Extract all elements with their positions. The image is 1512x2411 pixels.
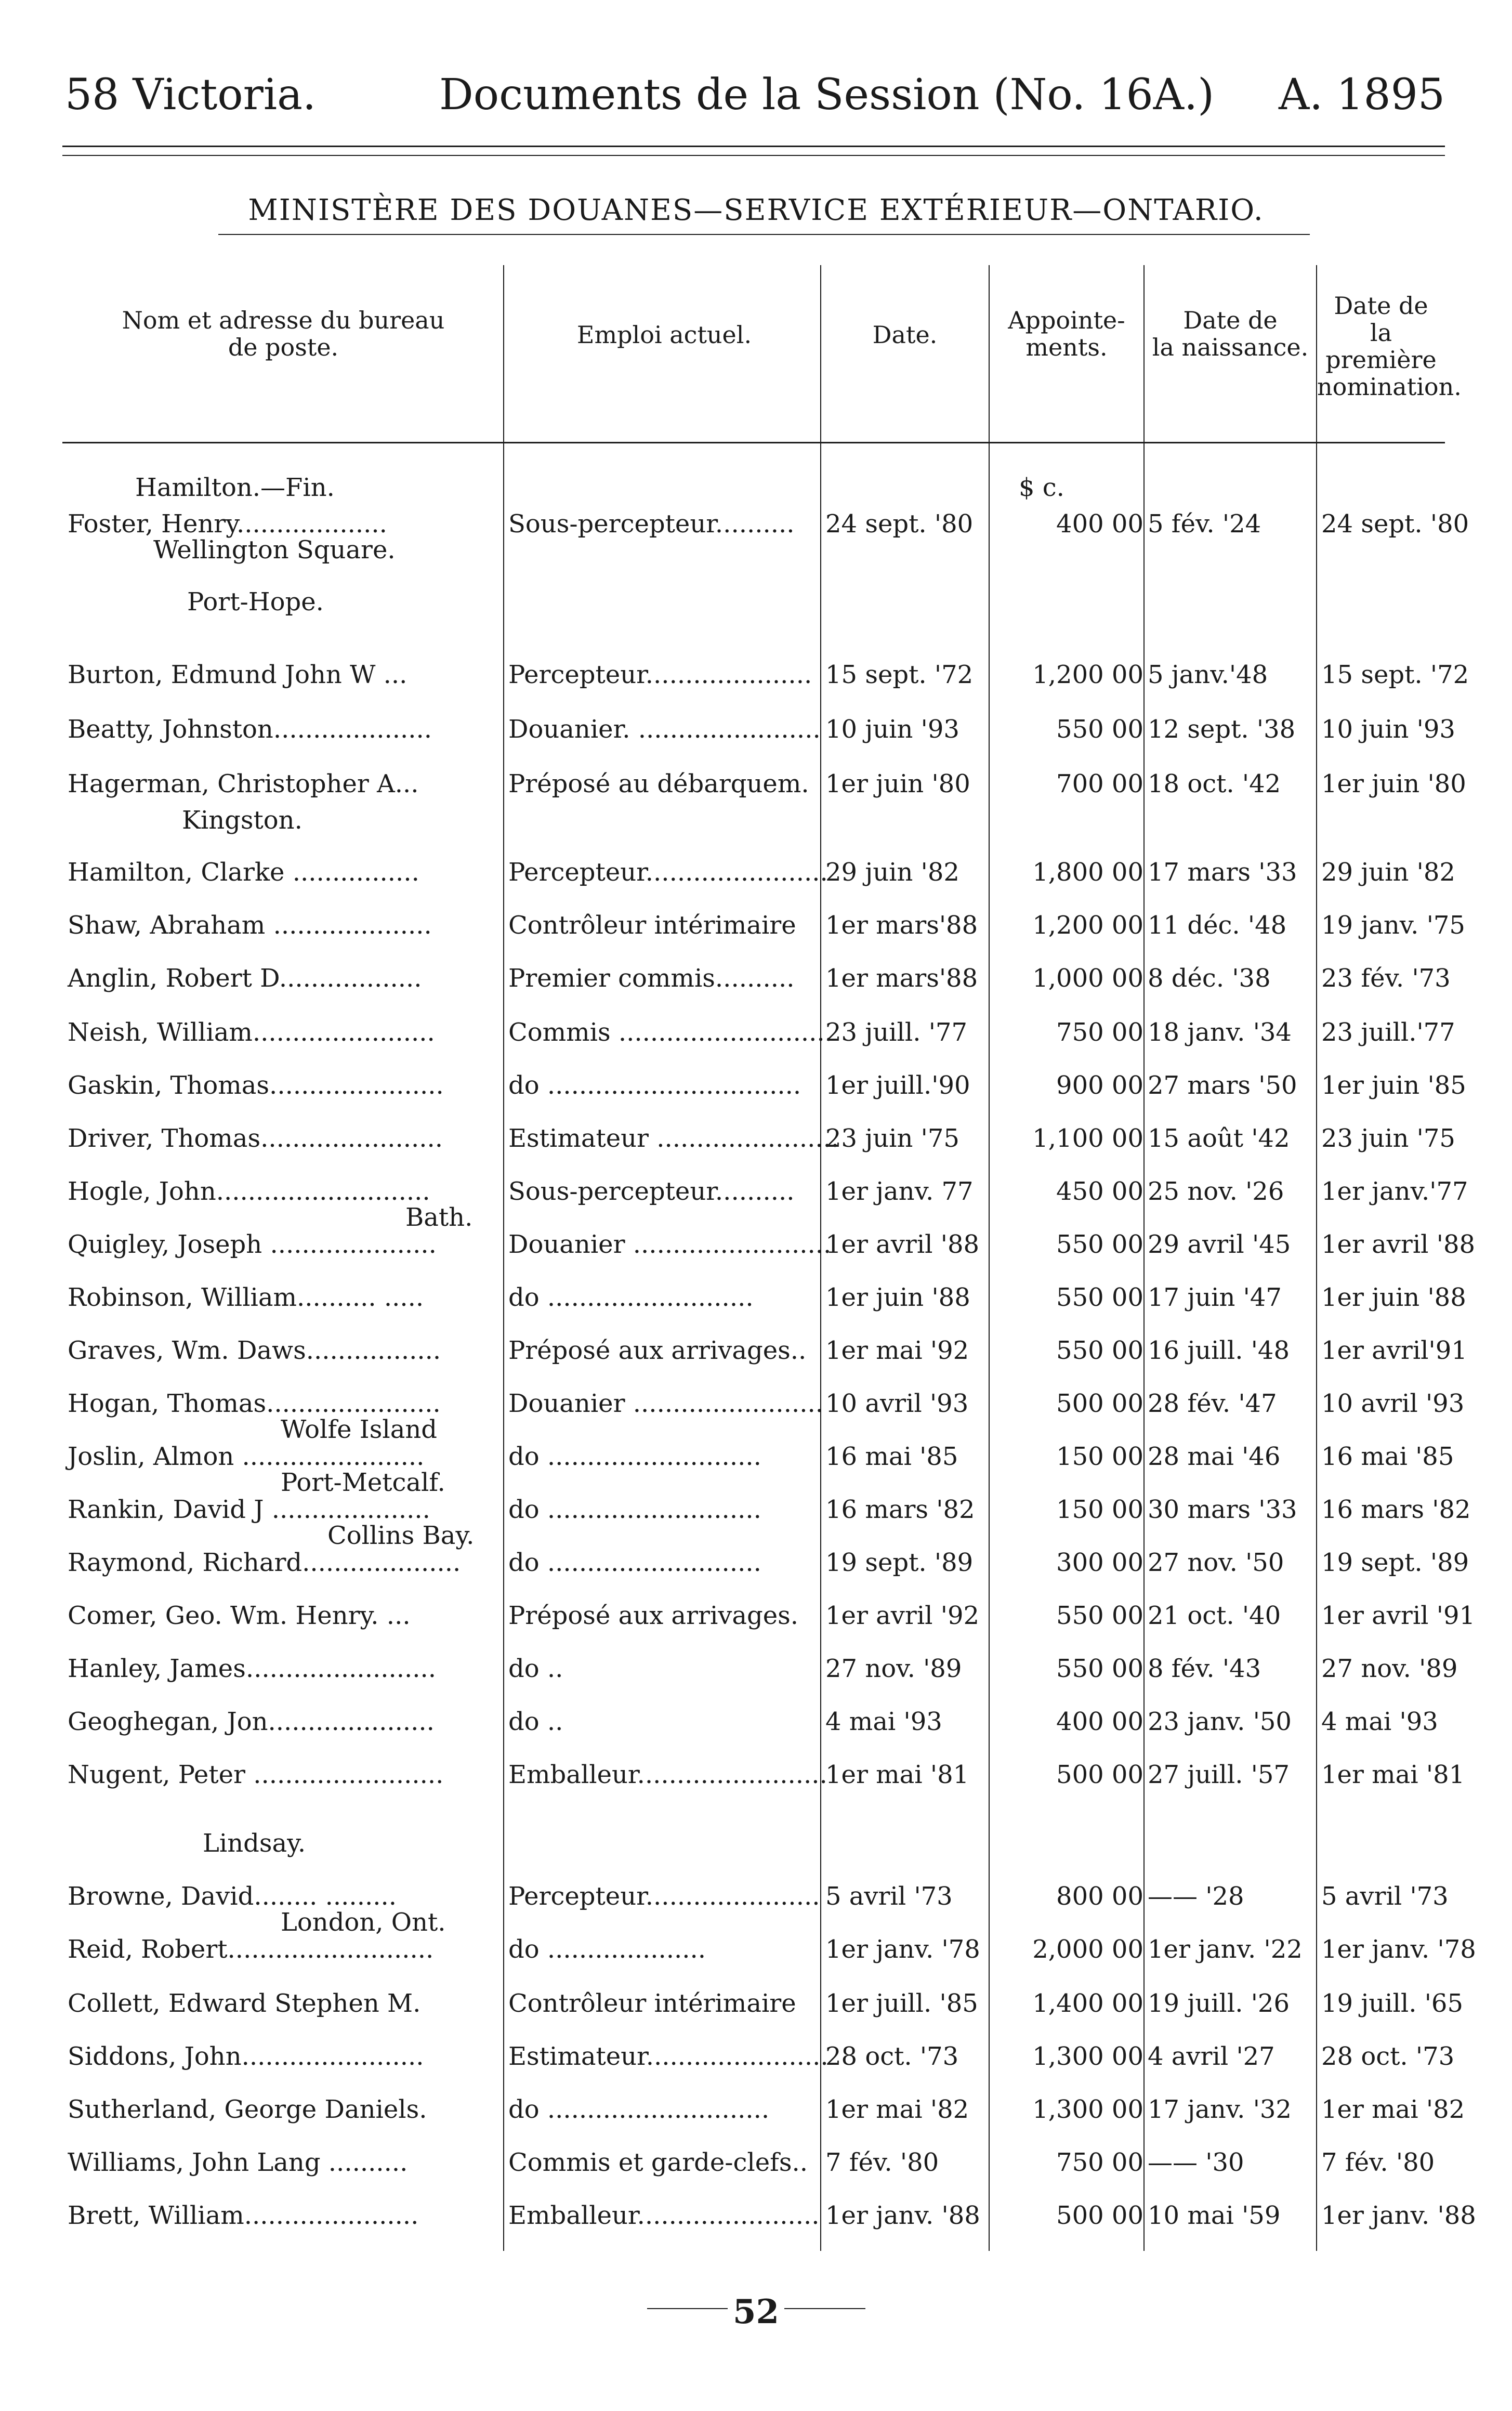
employee-name: Robinson, William.......... .....: [68, 1283, 424, 1312]
employee-name: Nugent, Peter ........................: [68, 1760, 444, 1789]
salary: 1,300 00: [1032, 2042, 1143, 2071]
birth-date: 18 oct. '42: [1148, 769, 1281, 798]
birth-date: 5 fév. '24: [1148, 509, 1261, 539]
employee-position: do ....................: [508, 1935, 706, 1964]
first-nomination-date: 1er avril '91: [1321, 1601, 1476, 1630]
employee-name: Hamilton, Clarke ................: [68, 858, 419, 887]
employee-position: do ..........................: [508, 1283, 754, 1312]
employee-position: Douanier ........................: [508, 1389, 823, 1418]
post-office-location: Port-Metcalf.: [281, 1468, 445, 1497]
birth-date: 29 avril '45: [1148, 1230, 1291, 1259]
employee-position: Douanier. .......................: [508, 715, 821, 744]
salary: 900 00: [1056, 1071, 1143, 1100]
birth-date: 1er janv. '22: [1148, 1935, 1303, 1964]
salary: 500 00: [1056, 1389, 1143, 1418]
employee-name: Rankin, David J ....................: [68, 1495, 430, 1524]
employee-name: Joslin, Almon .......................: [68, 1442, 425, 1471]
appointment-date: 1er janv. 77: [825, 1177, 974, 1206]
post-office-location: Bath.: [405, 1203, 473, 1232]
appointment-date: 15 sept. '72: [825, 660, 974, 689]
birth-date: 27 mars '50: [1148, 1071, 1297, 1100]
birth-date: —— '28: [1148, 1882, 1244, 1911]
first-nomination-date: 29 juin '82: [1321, 858, 1455, 887]
birth-date: 11 déc. '48: [1148, 911, 1287, 940]
first-nomination-date: 10 juin '93: [1321, 715, 1455, 744]
birth-date: 17 juin '47: [1148, 1283, 1282, 1312]
employee-name: Reid, Robert..........................: [68, 1935, 434, 1964]
currency-label: $ c.: [1019, 473, 1064, 502]
table-row: [62, 645, 1469, 699]
table-row: [62, 1108, 1455, 1162]
birth-date: 17 janv. '32: [1148, 2095, 1292, 2124]
employee-position: Contrôleur intérimaire: [508, 1989, 796, 2018]
salary: 1,300 00: [1032, 2095, 1143, 2124]
employee-position: Percepteur.......................: [508, 858, 828, 887]
first-nomination-date: 10 avril '93: [1321, 1389, 1465, 1418]
table-row: [62, 1468, 1471, 1534]
employee-position: Emballeur........................: [508, 1760, 827, 1789]
first-nomination-date: 1er mai '82: [1321, 2095, 1465, 2124]
first-nomination-date: 7 fév. '80: [1321, 2148, 1435, 2177]
employee-name: Williams, John Lang ..........: [68, 2148, 408, 2177]
employee-position: Premier commis..........: [508, 964, 795, 993]
birth-date: 23 janv. '50: [1148, 1707, 1292, 1736]
appointment-date: 27 nov. '89: [825, 1654, 962, 1683]
appointment-date: 29 juin '82: [825, 858, 959, 887]
table-row: [62, 1908, 1476, 1973]
first-nomination-date: 19 janv. '75: [1321, 911, 1465, 940]
appointment-date: 1er avril '88: [825, 1230, 980, 1259]
first-nomination-date: 19 sept. '89: [1321, 1548, 1469, 1577]
column-header-emploi: Emploi actuel.: [576, 321, 752, 349]
salary: 750 00: [1056, 2148, 1143, 2177]
employee-name: Quigley, Joseph .....................: [68, 1230, 437, 1259]
salary: 550 00: [1056, 1336, 1143, 1365]
first-nomination-date: 19 juill. '65: [1321, 1989, 1463, 2018]
birth-date: 27 juill. '57: [1148, 1760, 1290, 1789]
salary: 1,400 00: [1032, 1989, 1143, 2018]
employee-name: Raymond, Richard....................: [68, 1548, 461, 1577]
header-rule-thick: [62, 146, 1445, 147]
salary: 150 00: [1056, 1495, 1143, 1524]
employee-name: Sutherland, George Daniels.: [68, 2095, 427, 2124]
appointment-date: 1er mars'88: [825, 911, 978, 940]
table-row: [62, 1692, 1445, 1746]
first-nomination-date: 23 juill.'77: [1321, 1018, 1455, 1047]
appointment-date: 1er mars'88: [825, 964, 978, 993]
birth-date: 8 fév. '43: [1148, 1654, 1261, 1683]
first-nomination-date: 4 mai '93: [1321, 1707, 1438, 1736]
column-header-name: Nom et adresse du bureau de poste.: [122, 306, 445, 361]
birth-date: 27 nov. '50: [1148, 1548, 1284, 1577]
first-nomination-date: 27 nov. '89: [1321, 1654, 1458, 1683]
salary: 400 00: [1056, 1707, 1143, 1736]
employee-name: Hogle, John...........................: [68, 1177, 430, 1206]
employee-name: Hogan, Thomas......................: [68, 1389, 441, 1418]
salary: 1,200 00: [1032, 660, 1143, 689]
birth-date: 12 sept. '38: [1148, 715, 1296, 744]
table-row: [62, 2079, 1465, 2133]
appointment-date: 7 fév. '80: [825, 2148, 939, 2177]
table-row: [62, 2132, 1445, 2186]
birth-date: 10 mai '59: [1148, 2201, 1281, 2230]
header-rule-thin: [62, 155, 1445, 156]
appointment-date: 1er juill.'90: [825, 1071, 970, 1100]
salary: 150 00: [1056, 1442, 1143, 1471]
first-nomination-date: 1er juin '80: [1321, 769, 1466, 798]
appointment-date: 1er mai '82: [825, 2095, 969, 2124]
birth-date: 5 janv.'48: [1148, 660, 1268, 689]
appointment-date: 1er avril '92: [825, 1601, 980, 1630]
birth-date: 28 fév. '47: [1148, 1389, 1277, 1418]
appointment-date: 5 avril '73: [825, 1882, 953, 1911]
employee-position: Douanier .........................: [508, 1230, 832, 1259]
table-row: [62, 494, 1469, 565]
birth-date: 16 juill. '48: [1148, 1336, 1290, 1365]
first-nomination-date: 1er avril '88: [1321, 1230, 1476, 1259]
employee-position: Emballeur.......................: [508, 2201, 820, 2230]
salary: 2,000 00: [1032, 1935, 1143, 1964]
salary: 550 00: [1056, 1283, 1143, 1312]
table-row: [62, 2185, 1476, 2239]
salary: 550 00: [1056, 715, 1143, 744]
employee-name: Foster, Henry...................: [68, 509, 387, 539]
table-row: [62, 1161, 1468, 1215]
employee-name: Hagerman, Christopher A...: [68, 769, 419, 798]
birth-date: 17 mars '33: [1148, 858, 1297, 887]
first-nomination-date: 24 sept. '80: [1321, 509, 1469, 539]
header-bottom-rule: [62, 442, 1445, 443]
column-header-naissance: Date de la naissance.: [1152, 306, 1309, 361]
table-row: [62, 842, 1455, 896]
salary: 1,100 00: [1032, 1124, 1143, 1153]
employee-position: Contrôleur intérimaire: [508, 911, 796, 940]
appointment-date: 1er mai '92: [825, 1336, 969, 1365]
employee-position: do ..: [508, 1707, 563, 1736]
birth-date: 8 déc. '38: [1148, 964, 1271, 993]
salary: 550 00: [1056, 1230, 1143, 1259]
salary: 700 00: [1056, 769, 1143, 798]
first-nomination-date: 16 mai '85: [1321, 1442, 1454, 1471]
employee-name: Driver, Thomas.......................: [68, 1124, 443, 1153]
appointment-date: 23 juin '75: [825, 1124, 959, 1153]
table-row: [62, 1521, 1469, 1587]
salary: 1,000 00: [1032, 964, 1143, 993]
birth-date: 28 mai '46: [1148, 1442, 1281, 1471]
post-office-location: London, Ont.: [281, 1908, 446, 1937]
page-number: 52: [0, 2292, 1512, 2331]
salary: 300 00: [1056, 1548, 1143, 1577]
appointment-date: 24 sept. '80: [825, 509, 974, 539]
running-header: [65, 67, 1445, 124]
first-nomination-date: 15 sept. '72: [1321, 660, 1469, 689]
birth-date: 15 août '42: [1148, 1124, 1290, 1153]
table-row: [62, 1866, 1449, 1920]
table-row: [62, 754, 1466, 808]
employee-name: Neish, William.......................: [68, 1018, 435, 1047]
first-nomination-date: 1er avril'91: [1321, 1336, 1467, 1365]
first-nomination-date: 23 juin '75: [1321, 1124, 1455, 1153]
employee-name: Comer, Geo. Wm. Henry. ...: [68, 1601, 411, 1630]
section-port-hope: Port-Hope.: [187, 587, 324, 617]
first-nomination-date: 23 fév. '73: [1321, 964, 1451, 993]
appointment-date: 28 oct. '73: [825, 2042, 959, 2071]
section-title: MINISTÈRE DES DOUANES—SERVICE EXTÉRIEUR—ONTARIO.: [248, 193, 1264, 227]
table-row: [62, 1267, 1466, 1321]
table-row: [62, 1973, 1463, 2027]
employee-position: do ...........................: [508, 1495, 761, 1524]
birth-date: 21 oct. '40: [1148, 1601, 1281, 1630]
salary: 450 00: [1056, 1177, 1143, 1206]
first-nomination-date: 1er janv.'77: [1321, 1177, 1468, 1206]
first-nomination-date: 28 oct. '73: [1321, 2042, 1455, 2071]
employee-position: Sous-percepteur..........: [508, 509, 795, 539]
employee-position: Préposé au débarquem.: [508, 769, 809, 798]
birth-date: 30 mars '33: [1148, 1495, 1297, 1524]
employee-position: Préposé aux arrivages.: [508, 1601, 799, 1630]
column-header-nomination: Date de la première nomination.: [1317, 292, 1462, 401]
salary: 500 00: [1056, 2201, 1143, 2230]
salary: 1,800 00: [1032, 858, 1143, 887]
table-row: [62, 1373, 1465, 1427]
employee-position: Estimateur .......................: [508, 1124, 839, 1153]
salary: 750 00: [1056, 1018, 1143, 1047]
appointment-date: 10 juin '93: [825, 715, 959, 744]
birth-date: 25 nov. '26: [1148, 1177, 1284, 1206]
first-nomination-date: 1er juin '85: [1321, 1071, 1466, 1100]
salary: 1,200 00: [1032, 911, 1143, 940]
employee-name: Graves, Wm. Daws.................: [68, 1336, 441, 1365]
employee-name: Brett, William......................: [68, 2201, 419, 2230]
post-office-location: Wellington Square.: [153, 535, 396, 565]
employee-position: Commis et garde-clefs..: [508, 2148, 808, 2177]
table-row: [62, 1745, 1465, 1799]
first-nomination-date: 1er mai '81: [1321, 1760, 1465, 1789]
table-row: [62, 1320, 1467, 1374]
employee-position: Percepteur......................: [508, 1882, 820, 1911]
table-row: [62, 1203, 1476, 1268]
table-row: [62, 1586, 1476, 1640]
first-nomination-date: 5 avril '73: [1321, 1882, 1449, 1911]
appointment-date: 1er juin '80: [825, 769, 970, 798]
employee-position: do ............................: [508, 2095, 770, 2124]
employee-position: do ................................: [508, 1071, 801, 1100]
employee-position: Préposé aux arrivages..: [508, 1336, 807, 1365]
appointment-date: 1er janv. '78: [825, 1935, 980, 1964]
employee-name: Gaskin, Thomas......................: [68, 1071, 444, 1100]
employee-position: do ...........................: [508, 1548, 761, 1577]
employee-name: Shaw, Abraham ....................: [68, 911, 432, 940]
header-volume: 58 Victoria.: [65, 70, 317, 120]
employee-name: Siddons, John.......................: [68, 2042, 424, 2071]
first-nomination-date: 1er janv. '78: [1321, 1935, 1476, 1964]
table-row: [62, 2026, 1455, 2080]
salary: 550 00: [1056, 1654, 1143, 1683]
employee-name: Geoghegan, Jon.....................: [68, 1707, 435, 1736]
employee-position: Percepteur.....................: [508, 660, 812, 689]
first-nomination-date: 1er janv. '88: [1321, 2201, 1476, 2230]
table-row: [62, 1002, 1455, 1056]
table-row: [62, 1055, 1466, 1109]
table-row: [62, 1639, 1458, 1693]
employee-position: Estimateur.......................: [508, 2042, 829, 2071]
employee-name: Collett, Edward Stephen M.: [68, 1989, 421, 2018]
employee-name: Browne, David........ .........: [68, 1882, 397, 1911]
salary: 500 00: [1056, 1760, 1143, 1789]
appointment-date: 23 juill. '77: [825, 1018, 967, 1047]
birth-date: 18 janv. '34: [1148, 1018, 1292, 1047]
column-header-appointements: Appointe- ments.: [1008, 306, 1125, 361]
section-hamilton: Hamilton.—Fin.: [135, 473, 335, 502]
employee-name: Beatty, Johnston....................: [68, 715, 432, 744]
appointment-date: 16 mars '82: [825, 1495, 975, 1524]
appointment-date: 19 sept. '89: [825, 1548, 974, 1577]
first-nomination-date: 1er juin '88: [1321, 1283, 1466, 1312]
appointment-date: 10 avril '93: [825, 1389, 969, 1418]
appointment-date: 1er mai '81: [825, 1760, 969, 1789]
header-document-title: Documents de la Session (No. 16A.): [439, 70, 1215, 120]
salary: 550 00: [1056, 1601, 1143, 1630]
salary: 800 00: [1056, 1882, 1143, 1911]
table-row: [62, 948, 1451, 1002]
employee-position: do ...........................: [508, 1442, 761, 1471]
table-row: [62, 699, 1455, 753]
appointment-date: 1er janv. '88: [825, 2201, 980, 2230]
post-office-location: Collins Bay.: [327, 1521, 475, 1550]
appointment-date: 1er juill. '85: [825, 1989, 978, 2018]
table-row: [62, 895, 1465, 949]
employee-position: do ..: [508, 1654, 563, 1683]
employee-name: Hanley, James........................: [68, 1654, 437, 1683]
employee-position: Commis ...........................: [508, 1018, 833, 1047]
employee-position: Sous-percepteur..........: [508, 1177, 795, 1206]
appointment-date: 16 mai '85: [825, 1442, 958, 1471]
birth-date: 4 avril '27: [1148, 2042, 1275, 2071]
first-nomination-date: 16 mars '82: [1321, 1495, 1471, 1524]
section-lindsay: Lindsay.: [203, 1829, 306, 1858]
birth-date: —— '30: [1148, 2148, 1244, 2177]
staff-table: [62, 244, 1476, 2251]
appointment-date: 1er juin '88: [825, 1283, 970, 1312]
column-header-date: Date.: [872, 321, 938, 349]
post-office-location: Wolfe Island: [281, 1415, 437, 1444]
table-row: [62, 1415, 1454, 1480]
employee-name: Burton, Edmund John W ...: [68, 660, 407, 689]
title-rule: [218, 234, 1310, 235]
employee-name: Anglin, Robert D..................: [68, 964, 422, 993]
section-kingston: Kingston.: [182, 806, 303, 835]
appointment-date: 4 mai '93: [825, 1707, 942, 1736]
header-year: A. 1895: [1278, 70, 1445, 120]
birth-date: 19 juill. '26: [1148, 1989, 1290, 2018]
salary: 400 00: [1056, 509, 1143, 539]
